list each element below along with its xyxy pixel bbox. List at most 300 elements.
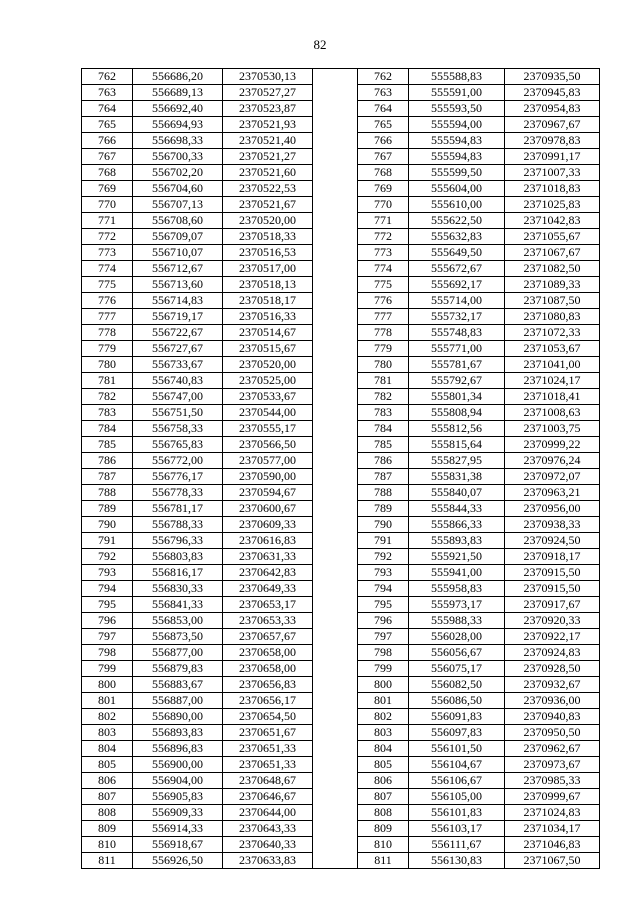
left-x-coordinate-cell: 556698,33: [133, 133, 223, 149]
left-y-coordinate-cell: 2370518,17: [223, 293, 313, 309]
right-x-coordinate-cell: 555672,67: [409, 261, 505, 277]
left-y-coordinate-cell: 2370656,83: [223, 677, 313, 693]
left-x-coordinate-cell: 556712,67: [133, 261, 223, 277]
table-row: [82, 629, 600, 645]
left-y-coordinate-cell: 2370521,60: [223, 165, 313, 181]
right-point-number-cell: 782: [358, 389, 409, 405]
right-x-coordinate-cell: 556091,83: [409, 709, 505, 725]
column-gap: [313, 293, 358, 309]
table-row: [82, 229, 600, 245]
left-y-coordinate-cell: 2370530,13: [223, 69, 313, 85]
left-y-coordinate-cell: 2370521,93: [223, 117, 313, 133]
left-y-coordinate-cell: 2370658,00: [223, 661, 313, 677]
column-gap: [313, 837, 358, 853]
right-point-number-cell: 774: [358, 261, 409, 277]
right-y-coordinate-cell: 2371025,83: [505, 197, 600, 213]
right-x-coordinate-cell: 556111,67: [409, 837, 505, 853]
right-x-coordinate-cell: 555604,00: [409, 181, 505, 197]
table-row: [82, 485, 600, 501]
right-y-coordinate-cell: 2371087,50: [505, 293, 600, 309]
right-x-coordinate-cell: 555921,50: [409, 549, 505, 565]
left-x-coordinate-cell: 556879,83: [133, 661, 223, 677]
left-x-coordinate-cell: 556900,00: [133, 757, 223, 773]
right-y-coordinate-cell: 2370967,67: [505, 117, 600, 133]
left-x-coordinate-cell: 556733,67: [133, 357, 223, 373]
right-point-number-cell: 806: [358, 773, 409, 789]
right-point-number-cell: 791: [358, 533, 409, 549]
table-row: [82, 789, 600, 805]
left-y-coordinate-cell: 2370644,00: [223, 805, 313, 821]
right-point-number-cell: 762: [358, 69, 409, 85]
left-x-coordinate-cell: 556926,50: [133, 853, 223, 869]
right-x-coordinate-cell: 555988,33: [409, 613, 505, 629]
column-gap: [313, 261, 358, 277]
right-point-number-cell: 801: [358, 693, 409, 709]
right-y-coordinate-cell: 2370917,67: [505, 597, 600, 613]
table-row: [82, 805, 600, 821]
right-x-coordinate-cell: 555610,00: [409, 197, 505, 213]
left-x-coordinate-cell: 556893,83: [133, 725, 223, 741]
table-row: [82, 421, 600, 437]
left-y-coordinate-cell: 2370648,67: [223, 773, 313, 789]
right-point-number-cell: 764: [358, 101, 409, 117]
right-point-number-cell: 768: [358, 165, 409, 181]
left-x-coordinate-cell: 556781,17: [133, 501, 223, 517]
right-x-coordinate-cell: 555801,34: [409, 389, 505, 405]
left-x-coordinate-cell: 556853,00: [133, 613, 223, 629]
right-point-number-cell: 778: [358, 325, 409, 341]
right-point-number-cell: 766: [358, 133, 409, 149]
table-row: [82, 165, 600, 181]
column-gap: [313, 357, 358, 373]
right-y-coordinate-cell: 2370972,07: [505, 469, 600, 485]
left-x-coordinate-cell: 556758,33: [133, 421, 223, 437]
left-point-number-cell: 795: [82, 597, 133, 613]
left-y-coordinate-cell: 2370518,13: [223, 277, 313, 293]
right-y-coordinate-cell: 2371067,50: [505, 853, 600, 869]
left-y-coordinate-cell: 2370653,33: [223, 613, 313, 629]
left-x-coordinate-cell: 556765,83: [133, 437, 223, 453]
column-gap: [313, 181, 358, 197]
table-row: [82, 341, 600, 357]
left-point-number-cell: 771: [82, 213, 133, 229]
right-point-number-cell: 810: [358, 837, 409, 853]
left-point-number-cell: 785: [82, 437, 133, 453]
right-y-coordinate-cell: 2370976,24: [505, 453, 600, 469]
left-x-coordinate-cell: 556708,60: [133, 213, 223, 229]
right-x-coordinate-cell: 555748,83: [409, 325, 505, 341]
column-gap: [313, 117, 358, 133]
table-row: [82, 117, 600, 133]
right-x-coordinate-cell: 555866,33: [409, 517, 505, 533]
right-point-number-cell: 770: [358, 197, 409, 213]
left-x-coordinate-cell: 556689,13: [133, 85, 223, 101]
right-point-number-cell: 785: [358, 437, 409, 453]
column-gap: [313, 309, 358, 325]
right-x-coordinate-cell: 556028,00: [409, 629, 505, 645]
left-point-number-cell: 808: [82, 805, 133, 821]
left-point-number-cell: 780: [82, 357, 133, 373]
right-y-coordinate-cell: 2371018,41: [505, 389, 600, 405]
table-row: [82, 405, 600, 421]
right-point-number-cell: 797: [358, 629, 409, 645]
left-point-number-cell: 793: [82, 565, 133, 581]
left-point-number-cell: 807: [82, 789, 133, 805]
left-y-coordinate-cell: 2370654,50: [223, 709, 313, 725]
column-gap: [313, 741, 358, 757]
right-y-coordinate-cell: 2371018,83: [505, 181, 600, 197]
column-gap: [313, 709, 358, 725]
column-gap: [313, 229, 358, 245]
table-row: [82, 277, 600, 293]
left-x-coordinate-cell: 556772,00: [133, 453, 223, 469]
left-point-number-cell: 791: [82, 533, 133, 549]
left-y-coordinate-cell: 2370653,17: [223, 597, 313, 613]
left-point-number-cell: 767: [82, 149, 133, 165]
right-point-number-cell: 793: [358, 565, 409, 581]
left-y-coordinate-cell: 2370518,33: [223, 229, 313, 245]
left-point-number-cell: 766: [82, 133, 133, 149]
left-x-coordinate-cell: 556803,83: [133, 549, 223, 565]
left-x-coordinate-cell: 556883,67: [133, 677, 223, 693]
table-row: [82, 725, 600, 741]
left-point-number-cell: 787: [82, 469, 133, 485]
left-y-coordinate-cell: 2370651,67: [223, 725, 313, 741]
left-x-coordinate-cell: 556877,00: [133, 645, 223, 661]
right-y-coordinate-cell: 2371041,00: [505, 357, 600, 373]
left-y-coordinate-cell: 2370514,67: [223, 325, 313, 341]
column-gap: [313, 213, 358, 229]
right-y-coordinate-cell: 2370978,83: [505, 133, 600, 149]
right-x-coordinate-cell: 556104,67: [409, 757, 505, 773]
right-y-coordinate-cell: 2370924,50: [505, 533, 600, 549]
left-y-coordinate-cell: 2370609,33: [223, 517, 313, 533]
right-point-number-cell: 794: [358, 581, 409, 597]
left-y-coordinate-cell: 2370555,17: [223, 421, 313, 437]
right-point-number-cell: 788: [358, 485, 409, 501]
table-row: [82, 837, 600, 853]
right-y-coordinate-cell: 2370932,67: [505, 677, 600, 693]
right-point-number-cell: 776: [358, 293, 409, 309]
right-y-coordinate-cell: 2370915,50: [505, 565, 600, 581]
left-y-coordinate-cell: 2370590,00: [223, 469, 313, 485]
left-x-coordinate-cell: 556890,00: [133, 709, 223, 725]
column-gap: [313, 341, 358, 357]
right-x-coordinate-cell: 555594,83: [409, 149, 505, 165]
right-x-coordinate-cell: 555831,38: [409, 469, 505, 485]
left-y-coordinate-cell: 2370517,00: [223, 261, 313, 277]
right-point-number-cell: 809: [358, 821, 409, 837]
left-y-coordinate-cell: 2370525,00: [223, 373, 313, 389]
right-y-coordinate-cell: 2370973,67: [505, 757, 600, 773]
right-x-coordinate-cell: 555594,00: [409, 117, 505, 133]
left-point-number-cell: 788: [82, 485, 133, 501]
table-row: [82, 469, 600, 485]
right-x-coordinate-cell: 556056,67: [409, 645, 505, 661]
table-row: [82, 85, 600, 101]
left-x-coordinate-cell: 556740,83: [133, 373, 223, 389]
left-y-coordinate-cell: 2370642,83: [223, 565, 313, 581]
left-x-coordinate-cell: 556700,33: [133, 149, 223, 165]
left-y-coordinate-cell: 2370616,83: [223, 533, 313, 549]
table-row: [82, 741, 600, 757]
right-y-coordinate-cell: 2370991,17: [505, 149, 600, 165]
right-point-number-cell: 781: [358, 373, 409, 389]
right-y-coordinate-cell: 2371067,67: [505, 245, 600, 261]
left-x-coordinate-cell: 556747,00: [133, 389, 223, 405]
right-x-coordinate-cell: 555594,83: [409, 133, 505, 149]
column-gap: [313, 101, 358, 117]
column-gap: [313, 325, 358, 341]
column-gap: [313, 613, 358, 629]
left-y-coordinate-cell: 2370631,33: [223, 549, 313, 565]
left-y-coordinate-cell: 2370566,50: [223, 437, 313, 453]
column-gap: [313, 645, 358, 661]
right-point-number-cell: 803: [358, 725, 409, 741]
right-y-coordinate-cell: 2370954,83: [505, 101, 600, 117]
table-row: [82, 149, 600, 165]
right-x-coordinate-cell: 555792,67: [409, 373, 505, 389]
right-y-coordinate-cell: 2370924,83: [505, 645, 600, 661]
right-x-coordinate-cell: 556086,50: [409, 693, 505, 709]
right-y-coordinate-cell: 2371008,63: [505, 405, 600, 421]
left-point-number-cell: 799: [82, 661, 133, 677]
left-y-coordinate-cell: 2370520,00: [223, 213, 313, 229]
column-gap: [313, 821, 358, 837]
coordinates-table: [81, 68, 600, 869]
left-y-coordinate-cell: 2370633,83: [223, 853, 313, 869]
column-gap: [313, 165, 358, 181]
right-x-coordinate-cell: 556130,83: [409, 853, 505, 869]
left-point-number-cell: 797: [82, 629, 133, 645]
left-x-coordinate-cell: 556710,07: [133, 245, 223, 261]
left-x-coordinate-cell: 556914,33: [133, 821, 223, 837]
right-x-coordinate-cell: 555649,50: [409, 245, 505, 261]
right-x-coordinate-cell: 555692,17: [409, 277, 505, 293]
column-gap: [313, 69, 358, 85]
right-point-number-cell: 800: [358, 677, 409, 693]
right-x-coordinate-cell: 555632,83: [409, 229, 505, 245]
left-x-coordinate-cell: 556887,00: [133, 693, 223, 709]
right-point-number-cell: 802: [358, 709, 409, 725]
right-y-coordinate-cell: 2370945,83: [505, 85, 600, 101]
right-point-number-cell: 773: [358, 245, 409, 261]
left-point-number-cell: 783: [82, 405, 133, 421]
right-y-coordinate-cell: 2371046,83: [505, 837, 600, 853]
right-point-number-cell: 790: [358, 517, 409, 533]
right-point-number-cell: 811: [358, 853, 409, 869]
column-gap: [313, 437, 358, 453]
left-point-number-cell: 781: [82, 373, 133, 389]
column-gap: [313, 517, 358, 533]
table-row: [82, 69, 600, 85]
left-y-coordinate-cell: 2370520,00: [223, 357, 313, 373]
left-x-coordinate-cell: 556896,83: [133, 741, 223, 757]
right-y-coordinate-cell: 2371024,17: [505, 373, 600, 389]
table-row: [82, 197, 600, 213]
left-x-coordinate-cell: 556904,00: [133, 773, 223, 789]
left-y-coordinate-cell: 2370651,33: [223, 757, 313, 773]
left-x-coordinate-cell: 556830,33: [133, 581, 223, 597]
table-row: [82, 597, 600, 613]
right-y-coordinate-cell: 2371007,33: [505, 165, 600, 181]
right-x-coordinate-cell: 555958,83: [409, 581, 505, 597]
left-x-coordinate-cell: 556702,20: [133, 165, 223, 181]
right-x-coordinate-cell: 555781,67: [409, 357, 505, 373]
table-row: [82, 453, 600, 469]
right-point-number-cell: 777: [358, 309, 409, 325]
column-gap: [313, 453, 358, 469]
left-x-coordinate-cell: 556692,40: [133, 101, 223, 117]
left-point-number-cell: 775: [82, 277, 133, 293]
left-x-coordinate-cell: 556918,67: [133, 837, 223, 853]
right-y-coordinate-cell: 2370940,83: [505, 709, 600, 725]
right-point-number-cell: 775: [358, 277, 409, 293]
left-point-number-cell: 772: [82, 229, 133, 245]
right-point-number-cell: 784: [358, 421, 409, 437]
right-x-coordinate-cell: 555941,00: [409, 565, 505, 581]
table-row: [82, 517, 600, 533]
left-point-number-cell: 811: [82, 853, 133, 869]
column-gap: [313, 421, 358, 437]
left-point-number-cell: 765: [82, 117, 133, 133]
left-point-number-cell: 774: [82, 261, 133, 277]
left-y-coordinate-cell: 2370640,33: [223, 837, 313, 853]
right-x-coordinate-cell: 555732,17: [409, 309, 505, 325]
right-x-coordinate-cell: 556103,17: [409, 821, 505, 837]
column-gap: [313, 245, 358, 261]
column-gap: [313, 789, 358, 805]
right-y-coordinate-cell: 2370963,21: [505, 485, 600, 501]
page-number: 82: [313, 37, 327, 52]
table-row: [82, 245, 600, 261]
left-y-coordinate-cell: 2370657,67: [223, 629, 313, 645]
right-x-coordinate-cell: 556075,17: [409, 661, 505, 677]
column-gap: [313, 549, 358, 565]
left-y-coordinate-cell: 2370658,00: [223, 645, 313, 661]
left-x-coordinate-cell: 556727,67: [133, 341, 223, 357]
right-x-coordinate-cell: 555812,56: [409, 421, 505, 437]
table-row: [82, 261, 600, 277]
right-x-coordinate-cell: 556082,50: [409, 677, 505, 693]
right-y-coordinate-cell: 2370920,33: [505, 613, 600, 629]
left-point-number-cell: 764: [82, 101, 133, 117]
column-gap: [313, 389, 358, 405]
left-x-coordinate-cell: 556776,17: [133, 469, 223, 485]
right-point-number-cell: 783: [358, 405, 409, 421]
table-row: [82, 549, 600, 565]
column-gap: [313, 661, 358, 677]
left-y-coordinate-cell: 2370522,53: [223, 181, 313, 197]
column-gap: [313, 693, 358, 709]
column-gap: [313, 133, 358, 149]
left-y-coordinate-cell: 2370656,17: [223, 693, 313, 709]
right-point-number-cell: 779: [358, 341, 409, 357]
right-point-number-cell: 807: [358, 789, 409, 805]
left-point-number-cell: 769: [82, 181, 133, 197]
left-point-number-cell: 790: [82, 517, 133, 533]
right-y-coordinate-cell: 2370922,17: [505, 629, 600, 645]
table-row: [82, 677, 600, 693]
column-gap: [313, 757, 358, 773]
column-gap: [313, 373, 358, 389]
right-x-coordinate-cell: 555840,07: [409, 485, 505, 501]
right-point-number-cell: 787: [358, 469, 409, 485]
right-y-coordinate-cell: 2370936,00: [505, 693, 600, 709]
left-x-coordinate-cell: 556788,33: [133, 517, 223, 533]
left-y-coordinate-cell: 2370521,27: [223, 149, 313, 165]
column-gap: [313, 725, 358, 741]
left-point-number-cell: 794: [82, 581, 133, 597]
left-x-coordinate-cell: 556694,93: [133, 117, 223, 133]
right-x-coordinate-cell: 555844,33: [409, 501, 505, 517]
left-y-coordinate-cell: 2370515,67: [223, 341, 313, 357]
table-row: [82, 293, 600, 309]
left-point-number-cell: 786: [82, 453, 133, 469]
left-x-coordinate-cell: 556713,60: [133, 277, 223, 293]
table-row: [82, 357, 600, 373]
left-point-number-cell: 784: [82, 421, 133, 437]
left-point-number-cell: 805: [82, 757, 133, 773]
left-x-coordinate-cell: 556796,33: [133, 533, 223, 549]
column-gap: [313, 597, 358, 613]
table-row: [82, 325, 600, 341]
table-row: [82, 661, 600, 677]
right-y-coordinate-cell: 2370935,50: [505, 69, 600, 85]
column-gap: [313, 565, 358, 581]
table-row: [82, 437, 600, 453]
table-row: [82, 853, 600, 869]
left-x-coordinate-cell: 556686,20: [133, 69, 223, 85]
left-point-number-cell: 768: [82, 165, 133, 181]
right-point-number-cell: 772: [358, 229, 409, 245]
left-point-number-cell: 810: [82, 837, 133, 853]
right-y-coordinate-cell: 2370985,33: [505, 773, 600, 789]
right-point-number-cell: 804: [358, 741, 409, 757]
table-row: [82, 565, 600, 581]
right-x-coordinate-cell: 556101,83: [409, 805, 505, 821]
left-point-number-cell: 782: [82, 389, 133, 405]
table-row: [82, 213, 600, 229]
left-x-coordinate-cell: 556709,07: [133, 229, 223, 245]
right-x-coordinate-cell: 555815,64: [409, 437, 505, 453]
right-y-coordinate-cell: 2371042,83: [505, 213, 600, 229]
left-y-coordinate-cell: 2370600,67: [223, 501, 313, 517]
table-row: [82, 645, 600, 661]
left-y-coordinate-cell: 2370523,87: [223, 101, 313, 117]
left-point-number-cell: 796: [82, 613, 133, 629]
table-row: [82, 757, 600, 773]
right-y-coordinate-cell: 2371072,33: [505, 325, 600, 341]
left-x-coordinate-cell: 556722,67: [133, 325, 223, 341]
right-x-coordinate-cell: 555827,95: [409, 453, 505, 469]
left-point-number-cell: 809: [82, 821, 133, 837]
table-row: [82, 133, 600, 149]
right-y-coordinate-cell: 2371053,67: [505, 341, 600, 357]
right-point-number-cell: 798: [358, 645, 409, 661]
right-x-coordinate-cell: 556105,00: [409, 789, 505, 805]
right-point-number-cell: 769: [358, 181, 409, 197]
left-point-number-cell: 798: [82, 645, 133, 661]
right-x-coordinate-cell: 555599,50: [409, 165, 505, 181]
right-point-number-cell: 771: [358, 213, 409, 229]
right-y-coordinate-cell: 2370915,50: [505, 581, 600, 597]
left-point-number-cell: 802: [82, 709, 133, 725]
column-gap: [313, 533, 358, 549]
column-gap: [313, 773, 358, 789]
right-y-coordinate-cell: 2371024,83: [505, 805, 600, 821]
right-y-coordinate-cell: 2370928,50: [505, 661, 600, 677]
